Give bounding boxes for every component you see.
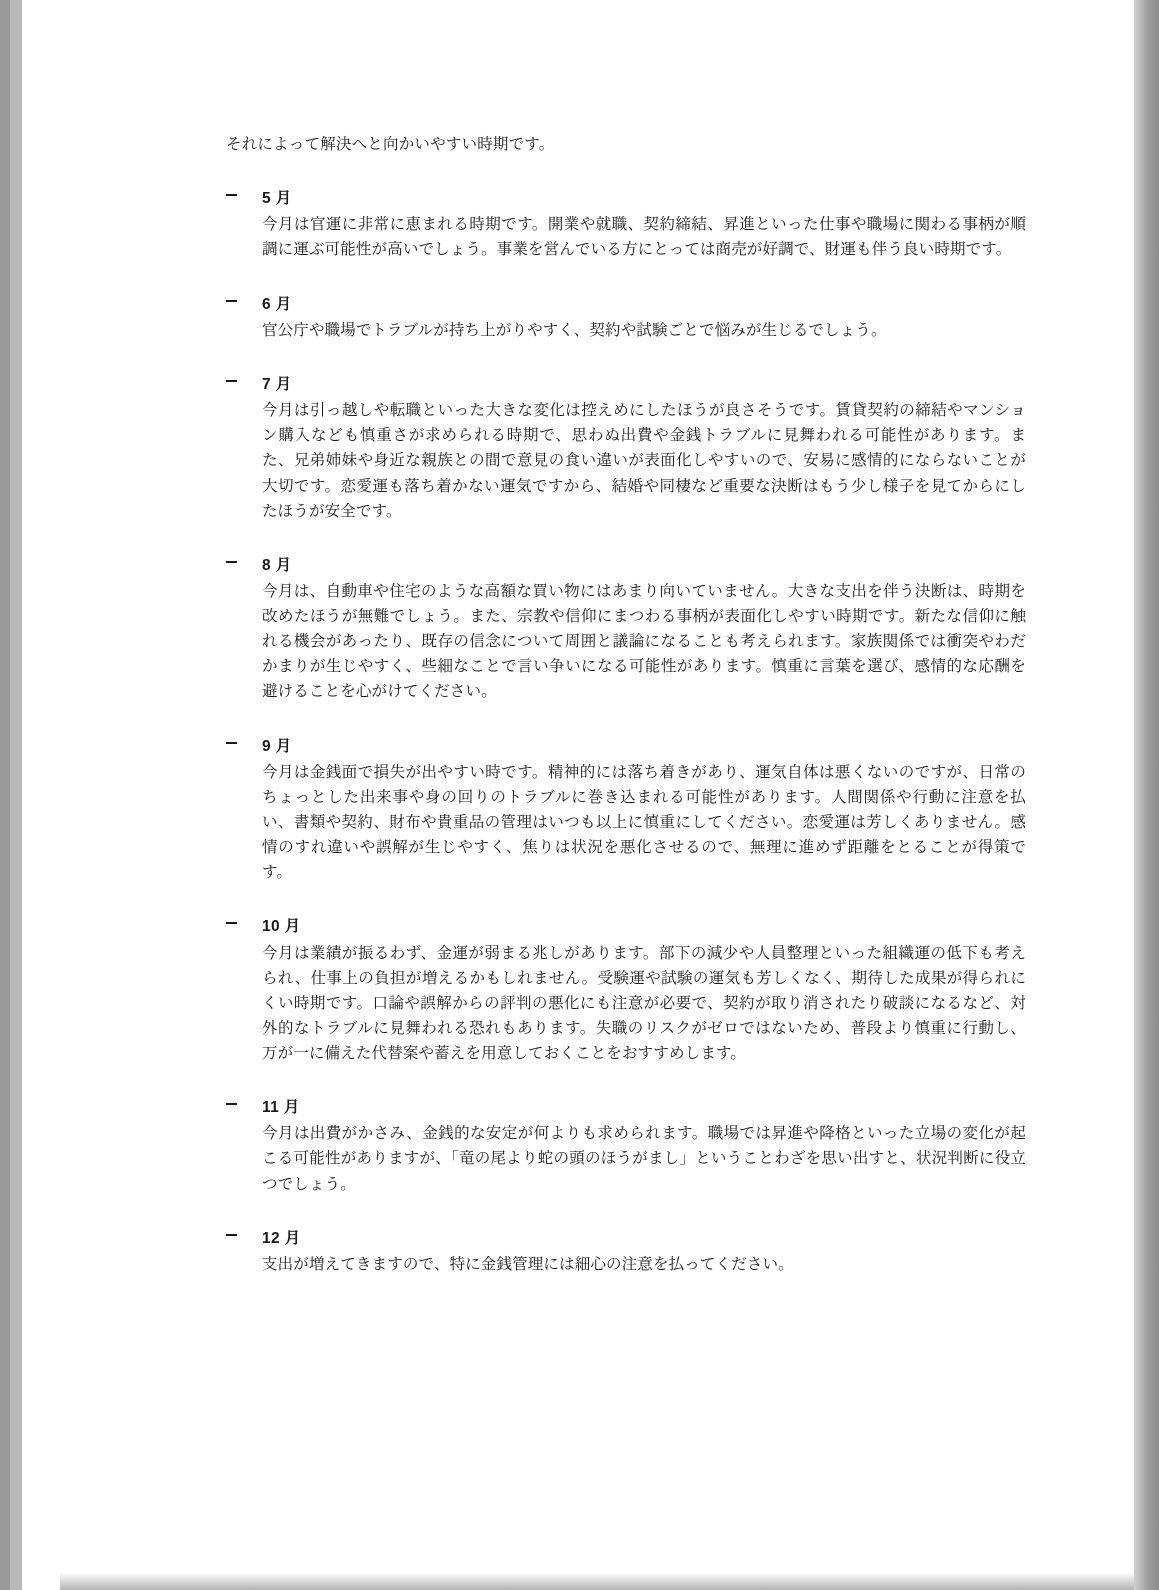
list-item [226,1227,1026,1277]
month-label: 12 月 [262,1229,301,1247]
bullet-dash-icon [226,1103,237,1105]
page-content [226,132,1026,1277]
bullet-dash-icon [226,380,237,382]
bullet-dash-icon [226,561,237,563]
month-body: 今月は官運に非常に恵まれる時期です。開業や就職、契約締結、昇進といった仕事や職場に関わる事柄が順調に運ぶ可能性が高いでしょう。事業を営んでいる方にとっては商売が好調で、財運も伴う良い時期です。 [262,216,1026,259]
month-body: 今月は、自動車や住宅のような高額な買い物にはあまり向いていません。大きな支出を伴う決断は、時期を改めたほうが無難でしょう。また、宗教や信仰にまつわる事柄が表面化しやすい時期です。新たな信仰に触れる機会があったり、既存の信念について周囲と議論になることも考えられます。家族関係では衝突やわだかまりが生じやすく、些細なことで言い争いになる可能性があります。慎重に言葉を選び、感情的な応酬を避けることを心がけてください。 [262,582,1026,701]
list-item [226,1096,1026,1197]
month-label: 7 月 [262,375,292,393]
lead-paragraph: それによって解決へと向かいやすい時期です。 [226,136,555,153]
month-body: 官公庁や職場でトラブルが持ち上がりやすく、契約や試験ごとで悩みが生じるでしょう。 [262,321,887,339]
bullet-dash-icon [226,300,237,302]
list-item [226,293,1026,343]
bullet-dash-icon [226,922,237,924]
bullet-dash-icon [226,742,237,744]
month-body: 今月は引っ越しや転職といった大きな変化は控えめにしたほうが良さそうです。賃貸契約の締結やマンション購入なども慎重さが求められる時期で、思わぬ出費や金銭トラブルに見舞われる可能性があります。また、兄弟姉妹や身近な親族との間で意見の食い違いが表面化しやすいので、安易に感情的にならないことが大切です。恋愛運も落ち着かない運気ですから、結婚や同棲など重要な決断はもう少し様子を見てからにしたほうが安全です。 [262,402,1026,520]
list-item [226,915,1026,1066]
month-label: 10 月 [262,918,301,936]
list-item [226,735,1026,886]
page-right-edge [1134,0,1159,1590]
list-item [226,373,1026,524]
list-item [226,554,1026,705]
page-bottom-edge [60,1572,1159,1590]
month-label: 11 月 [262,1099,300,1117]
bullet-dash-icon [226,1234,237,1236]
month-body: 今月は出費がかさみ、金銭的な安定が何よりも求められます。職場では昇進や降格といった立場の変化が起こる可能性がありますが、「竜の尾より蛇の頭のほうがまし」ということわざを思い出すと、状況判断に役立つでしょう。 [262,1125,1026,1193]
list-item [226,187,1026,262]
month-label: 9 月 [262,737,292,755]
month-label: 8 月 [262,556,292,574]
month-label: 6 月 [262,295,292,313]
month-body: 支出が増えてきますので、特に金銭管理には細心の注意を払ってください。 [262,1255,794,1273]
month-body: 今月は業績が振るわず、金運が弱まる兆しがあります。部下の減少や人員整理といった組織運の低下も考えられ、仕事上の負担が増えるかもしれません。受験運や試験の運気も芳しくなく、期待した成果が得られにくい時期です。口論や誤解からの評判の悪化にも注意が必要で、契約が取り消されたり破談になるなど、対外的なトラブルに見舞われる恐れもあります。失職のリスクがゼロではないため、普段より慎重に行動し、万が一に備えた代替案や蓄えを用意しておくことをおすすめします。 [262,944,1026,1063]
document-page [30,0,1134,1590]
month-body: 今月は金銭面で損失が出やすい時です。精神的には落ち着きがあり、運気自体は悪くないのですが、日常のちょっとした出来事や身の回りのトラブルに巻き込まれる可能性があります。人間関係や行動に注意を払い、書類や契約、財布や貴重品の管理はいつも以上に慎重にしてください。恋愛運は芳しくありません。感情のすれ違いや誤解が生じやすく、焦りは状況を悪化させるので、無理に進めず距離をとることが得策です。 [262,763,1026,882]
bullet-dash-icon [226,194,237,196]
monthly-forecast-list [226,187,1026,1277]
month-label: 5 月 [262,190,292,208]
